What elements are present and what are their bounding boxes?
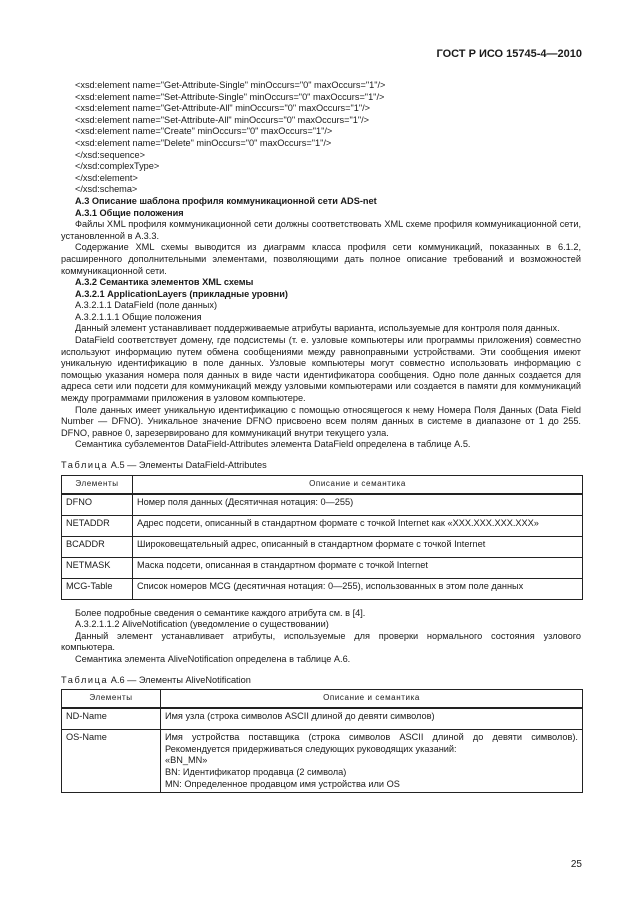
paragraph: Файлы XML профиля коммуникационной сети должны соответствовать XML схеме профиля коммуникационной сети, установленной в А.3.3. xyxy=(61,219,581,241)
table-cell-element: NETMASK xyxy=(62,557,133,578)
table-cell-description: Маска подсети, описанная в стандартном формате с точкой Internet xyxy=(133,557,583,578)
xsd-line: <xsd:element name="Delete" minOccurs="0" maxOccurs="1"/> xyxy=(75,137,332,148)
paragraph: Данный элемент устанавливает поддерживаемые атрибуты варианта, используемые для контроля поля данных. xyxy=(75,323,560,334)
xsd-line: <xsd:element name="Create" minOccurs="0" maxOccurs="1"/> xyxy=(75,126,333,137)
table-caption-prefix: Таблица xyxy=(61,460,109,470)
table-row xyxy=(62,515,583,536)
xsd-line: </xsd:complexType> xyxy=(75,161,160,172)
paragraph: Семантика субэлементов DataField-Attributes элемента DataField определена в таблице А.5. xyxy=(75,439,471,450)
table-row xyxy=(62,708,583,730)
section-heading-a3: А.3 Описание шаблона профиля коммуникационной сети ADS-net xyxy=(75,195,377,206)
page-number: 25 xyxy=(570,859,582,870)
table-cell-description: Адрес подсети, описанный в стандартном формате с точкой Internet как «XXX.XXX.XXX.XXX» xyxy=(133,515,583,536)
table-header-row xyxy=(62,475,583,494)
table-cell-element: OS-Name xyxy=(62,730,161,793)
xsd-line: <xsd:element name="Set-Attribute-All" minOccurs="0" maxOccurs="1"/> xyxy=(75,114,370,125)
paragraph: Поле данных имеет уникальную идентификацию с помощью относящегося к нему Номера Поля Данных (Data Field Number — DFNO). Уникальное значение DFNO присвоено всем полям данных в системе в диапазоне от 1 до 255. DFNO, равное 0, зарезервировано для коммуникаций внутри текущего узла. xyxy=(61,404,581,438)
table-a6 xyxy=(61,689,583,793)
xsd-line: </xsd:schema> xyxy=(75,184,138,195)
table-a5-caption xyxy=(61,460,581,472)
table-cell-element: NETADDR xyxy=(62,515,133,536)
xsd-line: <xsd:element name="Get-Attribute-All" minOccurs="0" maxOccurs="1"/> xyxy=(75,103,371,114)
table-cell-description: Широковещательный адрес, описанный в стандартном формате с точкой Internet xyxy=(133,536,583,557)
xsd-line: <xsd:element name="Get-Attribute-Single" minOccurs="0" maxOccurs="1"/> xyxy=(75,80,386,90)
table-a6-caption xyxy=(61,675,581,687)
page-content xyxy=(61,80,581,801)
table-cell-element: ND-Name xyxy=(62,708,161,730)
paragraph: Семантика элемента AliveNotification определена в таблице А.6. xyxy=(75,653,351,664)
table-row xyxy=(62,557,583,578)
table-cell-element: BCADDR xyxy=(62,536,133,557)
section-heading-a32: А.3.2 Семантика элементов XML схемы xyxy=(75,277,254,288)
table-a5 xyxy=(61,475,583,600)
subsection-heading: А.3.2.1.1.2 AliveNotification (уведомление о существовании) xyxy=(75,619,329,630)
table-cell-element: DFNO xyxy=(62,494,133,516)
section-heading-a31: А.3.1 Общие положения xyxy=(75,207,184,218)
xsd-line: <xsd:element name="Set-Attribute-Single" minOccurs="0" maxOccurs="1"/> xyxy=(75,91,385,102)
table-caption-text: А.5 — Элементы DataField-Attributes xyxy=(108,460,267,470)
table-header-cell: Элементы xyxy=(62,690,161,709)
paragraph: DataField соответствует домену, где подсистемы (т. е. узловые компьютеры или программы приложения) совместно используют информацию путем обмена сообщениями между равноправными устройствами. Эти сообщения имеют уникальную идентификацию в поле данных. Узловые компьютеры могут совместно использовать информацию с помощью указания номера поля данных в виде части идентификатора сообщения. Одно поле данных создается для адреса сети или подсети для коммуникаций между узловыми компьютерами или создается в памяти для коммуникаций между программами приложения в узловом компьютере. xyxy=(61,335,581,404)
section-heading-a321: А.3.2.1 ApplicationLayers (прикладные уровни) xyxy=(75,288,288,299)
table-row xyxy=(62,730,583,793)
document-header: ГОСТ Р ИСО 15745-4—2010 xyxy=(436,48,582,60)
table-caption-prefix: Таблица xyxy=(61,674,109,685)
table-header-cell: Описание и семантика xyxy=(161,690,583,709)
table-row xyxy=(62,536,583,557)
table-cell-element: MCG-Table xyxy=(62,578,133,599)
paragraph: Данный элемент устанавливает атрибуты, используемые для проверки нормального состояния узлового компьютера. xyxy=(61,630,581,653)
cell-line: BN: Идентификатор продавца (2 символа) xyxy=(165,766,347,777)
table-cell-description: Имя узла (строка символов ASCII длиной до девяти символов) xyxy=(161,708,583,730)
table-header-cell: Описание и семантика xyxy=(133,475,583,494)
cell-line: MN: Определенное продавцом имя устройства или OS xyxy=(165,778,400,789)
cell-line: «BN_MN» xyxy=(165,755,208,766)
table-cell-description: Номер поля данных (Десятичная нотация: 0—255) xyxy=(133,494,583,516)
cell-line: Имя устройства поставщика (строка символов ASCII длиной до девяти символов). Рекомендуется придерживаться следующих руководящих указаний: xyxy=(165,732,578,754)
table-header-cell: Элементы xyxy=(62,475,133,494)
subsection-heading: А.3.2.1.1 DataField (поле данных) xyxy=(75,300,218,311)
xsd-line: </xsd:sequence> xyxy=(75,149,145,160)
xsd-line: </xsd:element> xyxy=(75,172,138,183)
table-row xyxy=(62,578,583,599)
table-row xyxy=(62,494,583,516)
xsd-code-block xyxy=(61,80,581,196)
table-cell-description xyxy=(161,730,583,793)
table-header-row xyxy=(62,690,583,709)
subsection-heading: А.3.2.1.1.1 Общие положения xyxy=(75,311,202,322)
table-caption-text: А.6 — Элементы AliveNotification xyxy=(108,674,251,685)
paragraph: Содержание XML схемы выводится из диаграмм класса профиля сети коммуникаций, показанных в 6.1.2, расширенного дополнительными элементами, позволяющими дать полное описание требований и возможностей коммуникационной сети. xyxy=(61,242,581,276)
table-cell-description: Список номеров MCG (десятичная нотация: 0—255), использованных в этом поле данных xyxy=(133,578,583,599)
paragraph: Более подробные сведения о семантике каждого атрибута см. в [4]. xyxy=(75,607,366,618)
